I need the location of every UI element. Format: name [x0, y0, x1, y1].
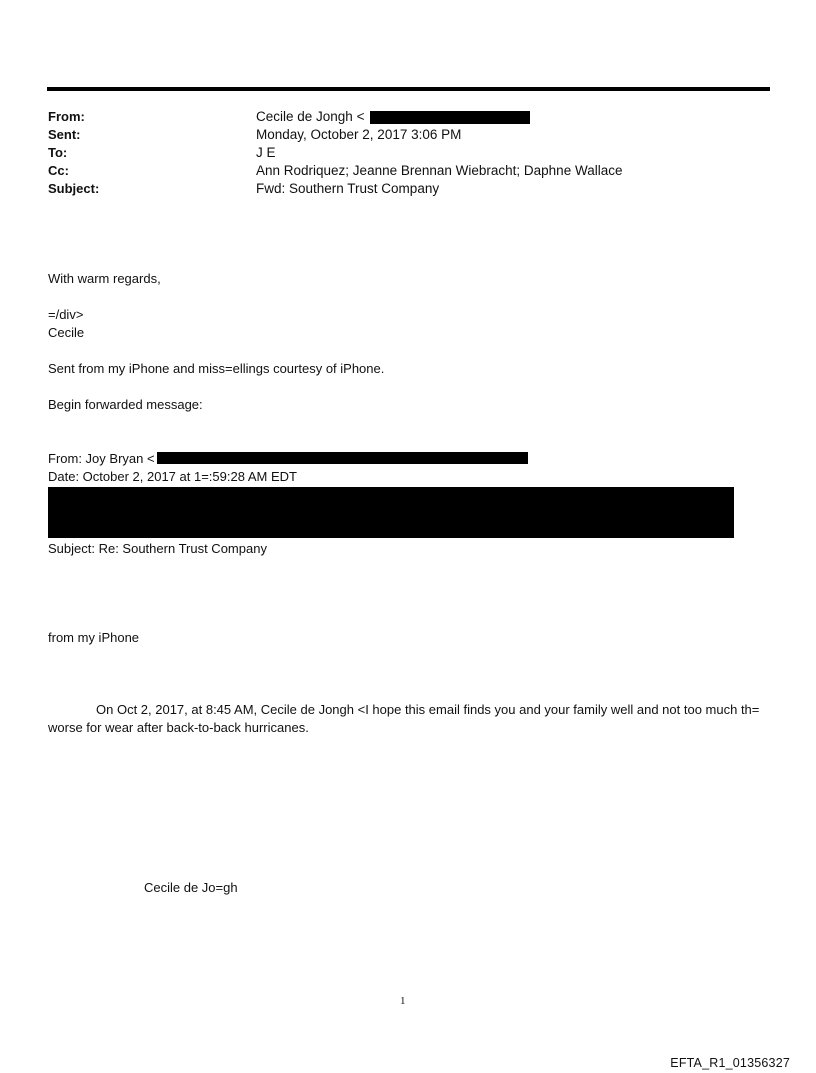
forwarded-subject-line: Subject: Re: Southern Trust Company	[48, 541, 267, 556]
header-rule	[47, 87, 770, 91]
redaction-bar	[370, 111, 530, 124]
forwarded-from-line: From: Joy Bryan <	[48, 451, 155, 466]
sent-value: Monday, October 2, 2017 3:06 PM	[256, 127, 462, 142]
forwarded-date-line: Date: October 2, 2017 at 1=:59:28 AM EDT	[48, 469, 297, 484]
quoted-intro-text: On Oct 2, 2017, at 8:45 AM, Cecile de Jongh <I hope this email finds you and your family well and not too much th= worse for wear after back-to-back hurricanes.	[48, 702, 760, 735]
from-iphone-line: from my iPhone	[48, 630, 140, 645]
from-value: Cecile de Jongh <	[256, 109, 365, 124]
document-id: EFTA_R1_01356327	[670, 1056, 790, 1070]
begin-forwarded-line: Begin forwarded message:	[48, 397, 203, 412]
signature-line: Cecile de Jo=gh	[144, 880, 238, 895]
div-artifact-line: =/div>	[48, 307, 84, 322]
page-number: 1	[400, 995, 406, 1007]
cc-value: Ann Rodriquez; Jeanne Brennan Wiebracht; Daphne Wallace	[256, 163, 623, 178]
sent-from-line: Sent from my iPhone and miss=ellings courtesy of iPhone.	[48, 361, 385, 376]
sent-label: Sent:	[48, 127, 81, 142]
quoted-intro-paragraph	[48, 701, 770, 737]
to-value: J E	[256, 145, 276, 160]
signoff-line: Cecile	[48, 325, 85, 340]
subject-label: Subject:	[48, 181, 100, 196]
regards-line: With warm regards,	[48, 271, 161, 286]
redaction-block	[48, 487, 734, 538]
cc-label: Cc:	[48, 163, 69, 178]
redaction-bar	[157, 452, 528, 464]
to-label: To:	[48, 145, 68, 160]
subject-value: Fwd: Southern Trust Company	[256, 181, 440, 196]
from-label: From:	[48, 109, 85, 124]
